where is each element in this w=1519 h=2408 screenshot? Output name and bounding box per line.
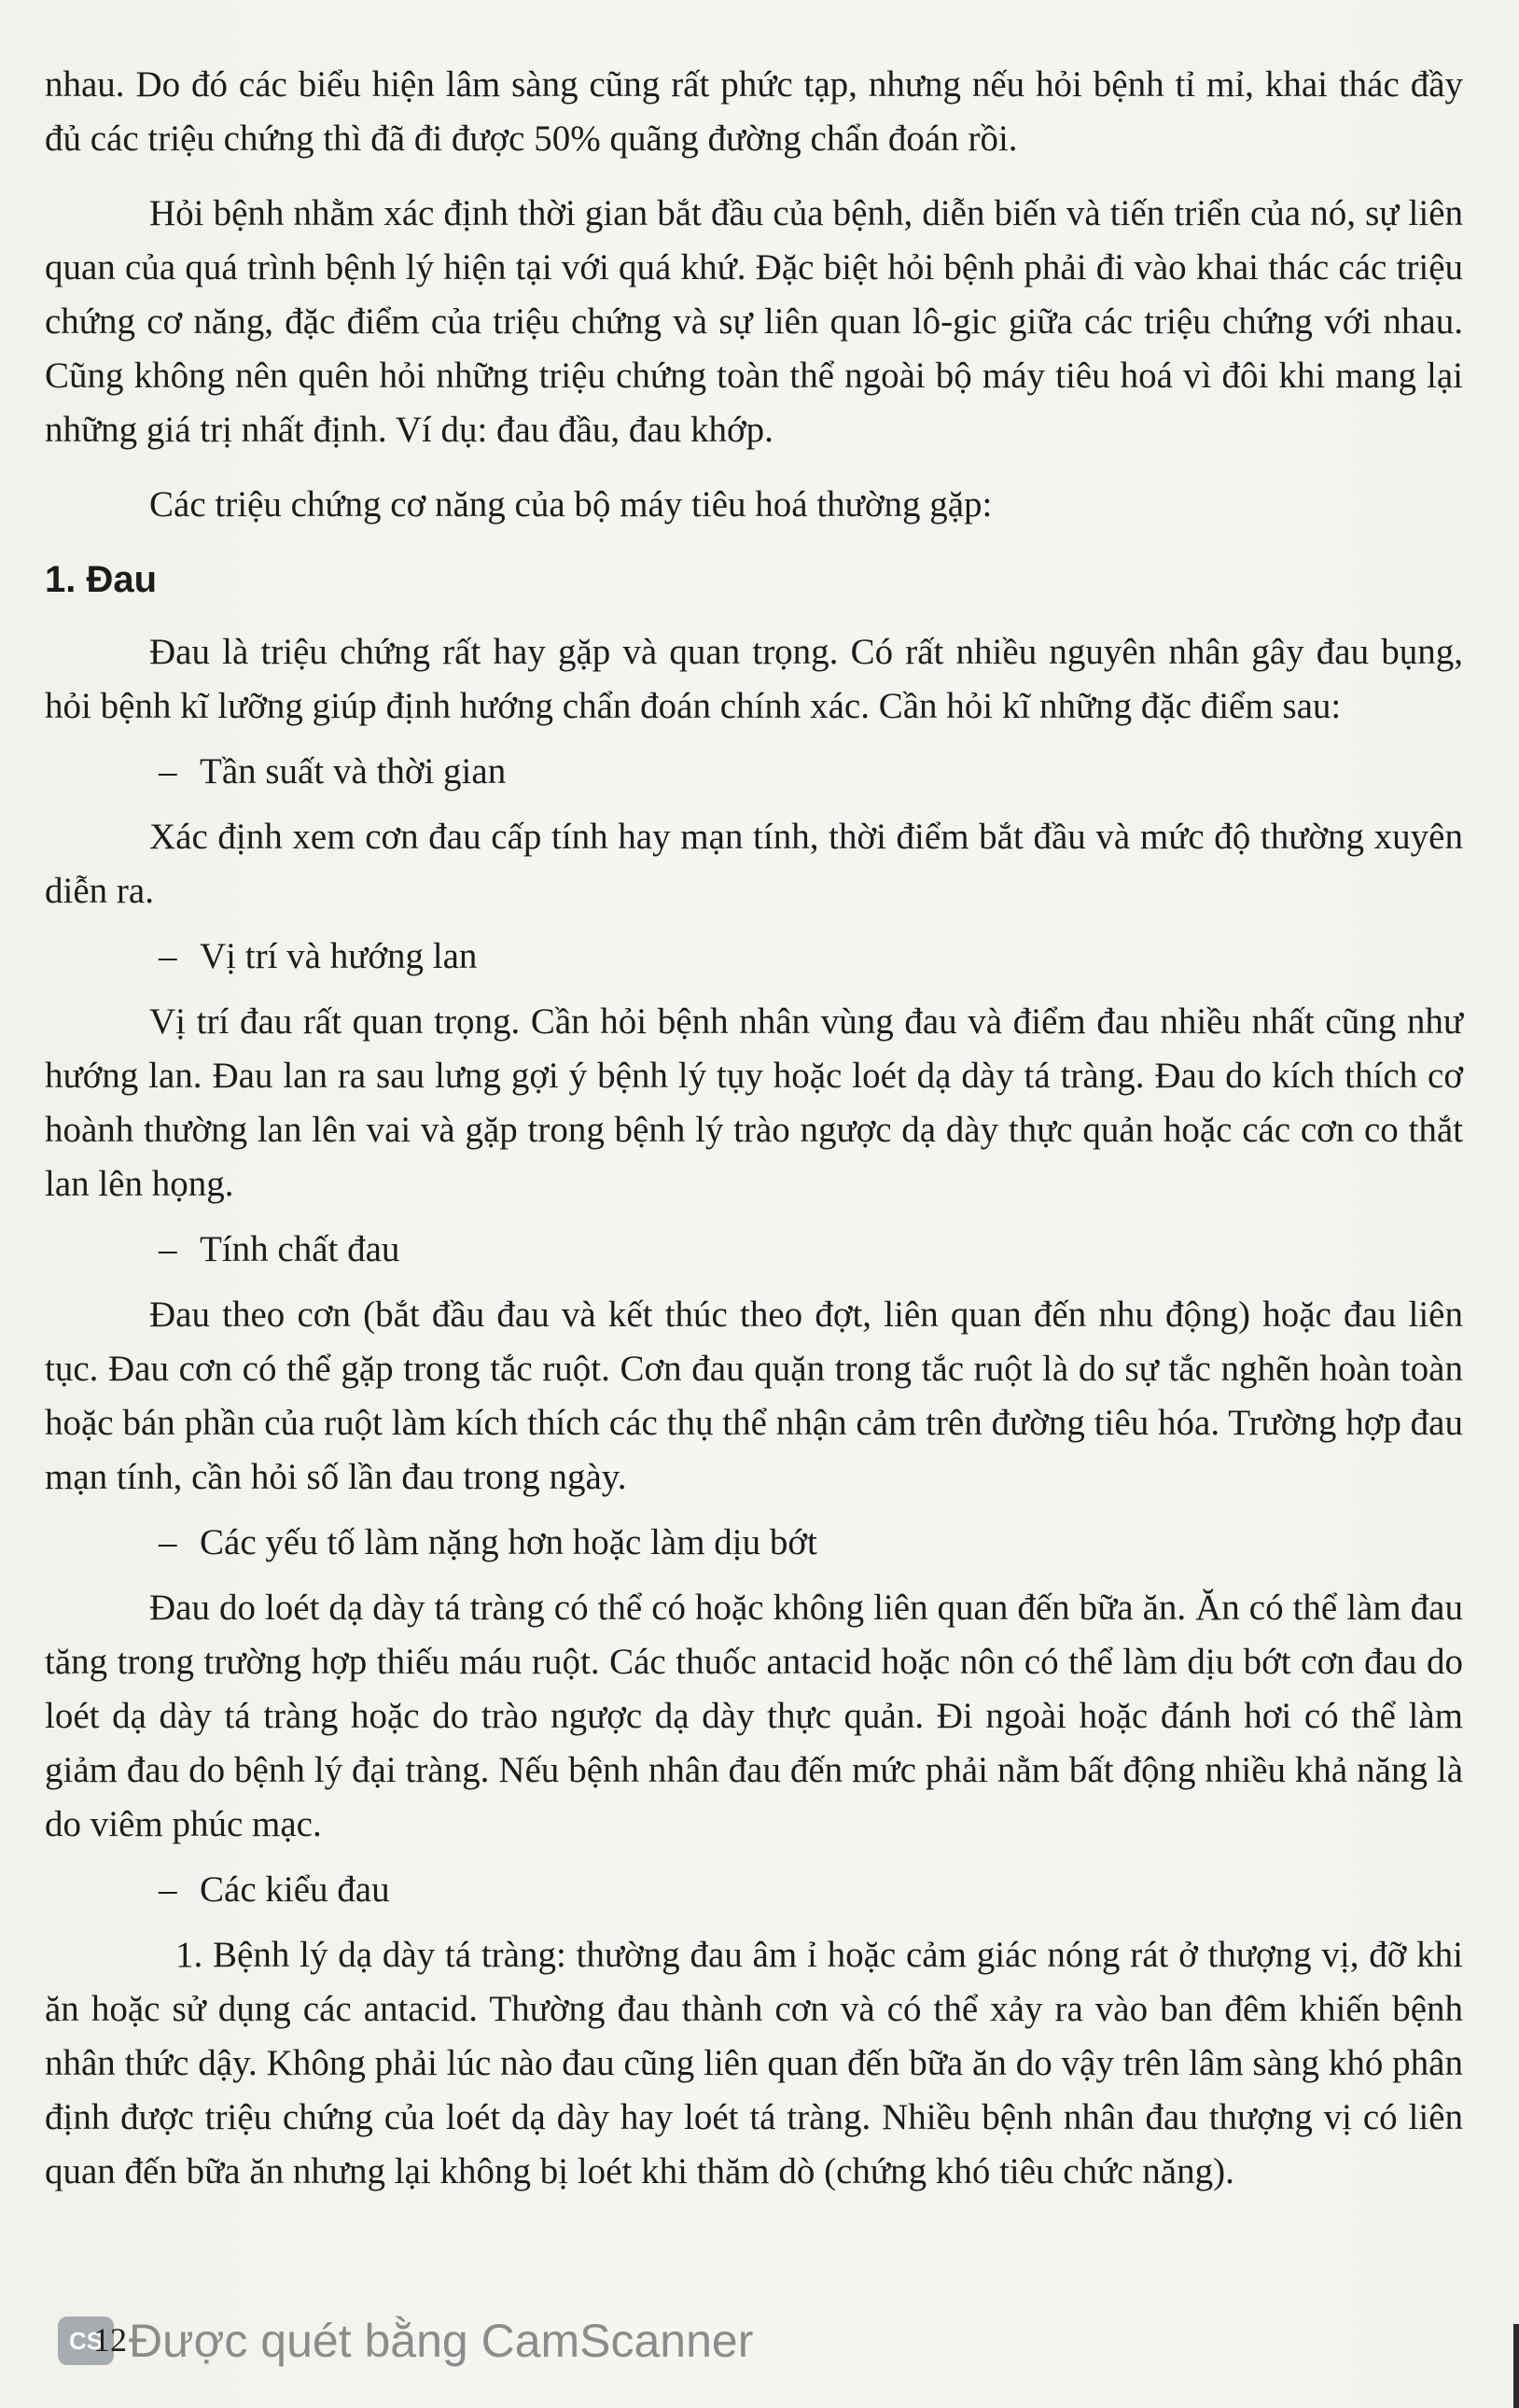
list-item: [45, 1516, 1463, 1570]
paragraph-location: Vị trí đau rất quan trọng. Cần hỏi bệnh nhân vùng đau và điểm đau nhiều nhất cũng như hướng lan. Đau lan ra sau lưng gợi ý bệnh lý tụy hoặc loét dạ dày tá tràng. Đau do kích thích cơ hoành thường lan lên vai và gặp trong bệnh lý trào ngược dạ dày thực quản hoặc các cơn co thắt lan lên họng.: [45, 1001, 1463, 1204]
paragraph-pain-intro: Đau là triệu chứng rất hay gặp và quan trọng. Có rất nhiều nguyên nhân gây đau bụng, hỏi bệnh kĩ lưỡng giúp định hướng chẩn đoán chính xác. Cần hỏi kĩ những đặc điểm sau:: [45, 632, 1463, 726]
dash-marker: –: [159, 1522, 177, 1562]
paragraph-intro: nhau. Do đó các biểu hiện lâm sàng cũng rất phức tạp, nhưng nếu hỏi bệnh tỉ mỉ, khai thác đầy đủ các triệu chứng thì đã đi được 50% quãng đường chẩn đoán rồi.: [45, 64, 1463, 159]
scanner-footer: [58, 2313, 898, 2369]
list-item-label: Tính chất đau: [200, 1229, 400, 1269]
list-item-label: Vị trí và hướng lan: [200, 936, 478, 976]
section-heading: 1. Đau: [45, 559, 158, 600]
dash-marker: –: [159, 1229, 177, 1269]
list-item: [45, 930, 1463, 984]
paragraph-character: Đau theo cơn (bắt đầu đau và kết thúc theo đợt, liên quan đến nhu động) hoặc đau liên tục. Đau cơn có thể gặp trong tắc ruột. Cơn đau quặn trong tắc ruột là do sự tắc nghẽn hoàn toàn hoặc bán phần của ruột làm kích thích các thụ thể nhận cảm trên đường tiêu hóa. Trường hợp đau mạn tính, cần hỏi số lần đau trong ngày.: [45, 1295, 1463, 1497]
list-item: [45, 1223, 1463, 1277]
page-edge-shadow: [1513, 2324, 1519, 2408]
list-item-label: Các yếu tố làm nặng hơn hoặc làm dịu bớt: [200, 1522, 817, 1562]
list-item: [45, 1863, 1463, 1917]
paragraph-symptoms-intro: Các triệu chứng cơ năng của bộ máy tiêu hoá thường gặp:: [149, 484, 993, 525]
page-content: [45, 58, 1463, 2199]
paragraph-factors: Đau do loét dạ dày tá tràng có thể có hoặc không liên quan đến bữa ăn. Ăn có thể làm đau tăng trong trường hợp thiếu máu ruột. Các thuốc antacid hoặc nôn có thể làm dịu bớt cơn đau do loét dạ dày tá tràng hoặc do trào ngược dạ dày thực quản. Đi ngoài hoặc đánh hơi có thể làm giảm đau do bệnh lý đại tràng. Nếu bệnh nhân đau đến mức phải nằm bất động nhiều khả năng là do viêm phúc mạc.: [45, 1588, 1463, 1844]
paragraph-pain-types: 1. Bệnh lý dạ dày tá tràng: thường đau âm ỉ hoặc cảm giác nóng rát ở thượng vị, đỡ khi ăn hoặc sử dụng các antacid. Thường đau thành cơn và có thể xảy ra vào ban đêm khiến bệnh nhân thức dậy. Không phải lúc nào đau cũng liên quan đến bữa ăn do vậy trên lâm sàng khó phân định được triệu chứng của loét dạ dày hay loét tá tràng. Nhiều bệnh nhân đau thượng vị có liên quan đến bữa ăn nhưng lại không bị loét khi thăm dò (chứng khó tiêu chức năng).: [45, 1935, 1463, 2191]
scanner-watermark: Được quét bằng CamScanner: [129, 2315, 754, 2367]
list-item-label: Các kiểu đau: [200, 1869, 390, 1910]
dash-marker: –: [159, 751, 177, 791]
list-item: [45, 745, 1463, 799]
camscanner-logo-icon: CS: [58, 2317, 114, 2365]
dash-marker: –: [159, 936, 177, 976]
dash-marker: –: [159, 1869, 177, 1910]
paragraph-history: Hỏi bệnh nhằm xác định thời gian bắt đầu của bệnh, diễn biến và tiến triển của nó, sự liên quan của quá trình bệnh lý hiện tại với quá khứ. Đặc biệt hỏi bệnh phải đi vào khai thác các triệu chứng cơ năng, đặc điểm của triệu chứng và sự liên quan lô-gic giữa các triệu chứng với nhau. Cũng không nên quên hỏi những triệu chứng toàn thể ngoài bộ máy tiêu hoá vì đôi khi mang lại những giá trị nhất định. Ví dụ: đau đầu, đau khớp.: [45, 193, 1463, 450]
paragraph-frequency: Xác định xem cơn đau cấp tính hay mạn tính, thời điểm bắt đầu và mức độ thường xuyên diễn ra.: [45, 817, 1463, 911]
list-item-label: Tần suất và thời gian: [200, 751, 507, 791]
page-number: 12: [93, 2321, 127, 2359]
